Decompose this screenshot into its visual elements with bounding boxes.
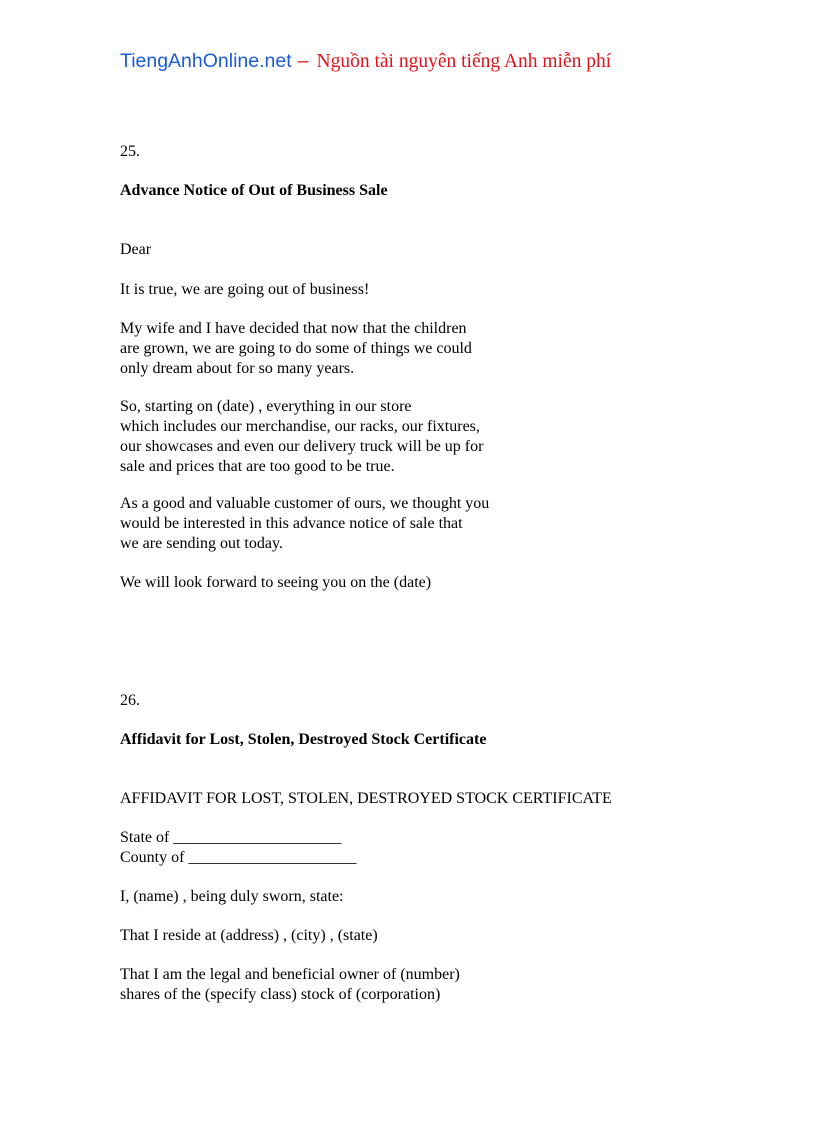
paragraph [120, 965, 460, 1005]
paragraph: That I reside at (address) , (city) , (state) [120, 927, 378, 944]
text-line: are grown, we are going to do some of things we could [120, 340, 472, 357]
text-line: would be interested in this advance notice of sale that [120, 515, 463, 532]
text-line: So, starting on (date) , everything in our store [120, 398, 412, 415]
text-line: As a good and valuable customer of ours, we thought you [120, 495, 490, 512]
site-tagline: Nguồn tài nguyên tiếng Anh miễn phí [316, 51, 612, 72]
jurisdiction [120, 828, 356, 868]
text-line: sale and prices that are too good to be true. [120, 458, 395, 475]
text-line: shares of the (specify class) stock of (corporation) [120, 986, 441, 1003]
paragraph: I, (name) , being duly sworn, state: [120, 888, 344, 905]
paragraph [120, 397, 483, 477]
paragraph [120, 319, 472, 379]
text-line: My wife and I have decided that now that the children [120, 320, 467, 337]
affidavit-caption: AFFIDAVIT FOR LOST, STOLEN, DESTROYED STOCK CERTIFICATE [120, 790, 612, 807]
letter-number: 26. [120, 692, 140, 709]
text-line: That I am the legal and beneficial owner of (number) [120, 966, 460, 983]
header-separator: – [297, 50, 309, 72]
page-header [120, 50, 611, 73]
paragraph: We will look forward to seeing you on the (date) [120, 574, 432, 591]
site-name[interactable]: TiengAnhOnline.net [120, 50, 292, 72]
state-line: State of _____________________ [120, 829, 342, 846]
text-line: which includes our merchandise, our racks, our fixtures, [120, 418, 480, 435]
text-line: our showcases and even our delivery truck will be up for [120, 438, 484, 455]
letter-greeting: Dear [120, 241, 152, 258]
text-line: we are sending out today. [120, 535, 283, 552]
paragraph [120, 494, 489, 554]
letter-title: Affidavit for Lost, Stolen, Destroyed Stock Certificate [120, 731, 487, 748]
letter-number: 25. [120, 143, 140, 160]
text-line: only dream about for so many years. [120, 360, 355, 377]
letter-title: Advance Notice of Out of Business Sale [120, 182, 388, 199]
paragraph: It is true, we are going out of business! [120, 281, 370, 298]
county-line: County of _____________________ [120, 849, 357, 866]
